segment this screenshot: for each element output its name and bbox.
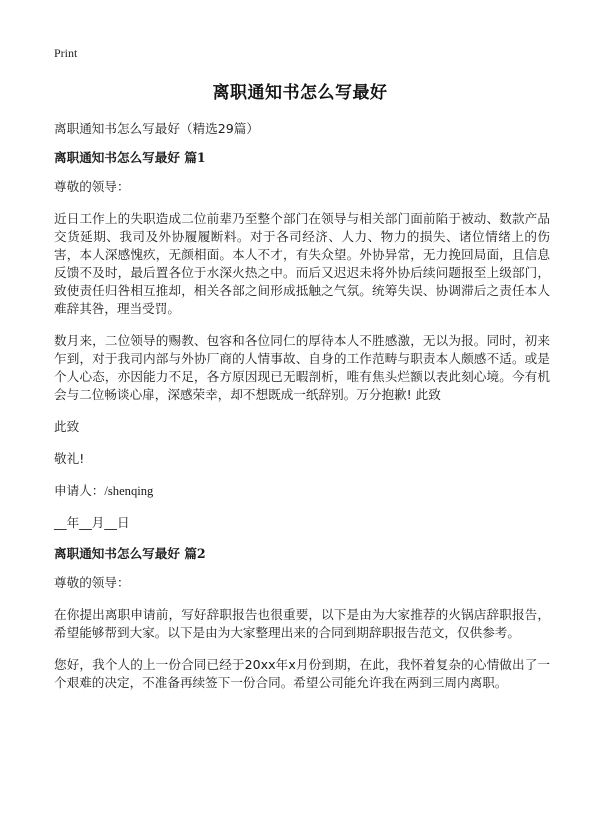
paragraph: 近日工作上的失职造成二位前辈乃至整个部门在领导与相关部门面前陷于被动、数款产品交货延期、我司及外协履履断料。对于各司经济、人力、物力的损失、诸位情绪上的伤害，本人深感愧疚，无颜相面。本人不才，有失众望。外协异常，无力挽回局面，且信息反馈不及时，最后置各位于水深火热之中。而后又迟迟未将外协后续问题报至上级部门，致使责任归咎相互推却，相关各部之间形成抵触之气氛。统筹失误、协调滞后之责任本人难辞其咎，理当受罚。 <box>54 211 550 316</box>
date-line: __年__月__日 <box>54 515 130 530</box>
paragraph: 您好，我个人的上一份合同已经于20xx年x月份到期，在此，我怀着复杂的心情做出了一个艰难的决定，不准备再续签下一份合同。希望公司能允许我在两到三周内离职。 <box>54 657 550 690</box>
closing-line: 敬礼! <box>54 451 85 466</box>
document-body <box>54 120 550 706</box>
applicant-label: 申请人： <box>54 483 105 498</box>
paragraph: 在你提出离职申请前，写好辞职报告也很重要，以下是由为大家推荐的火锅店辞职报告，希望能够帮到大家。以下是由为大家整理出来的合同到期辞职报告范文，仅供参考。 <box>54 607 550 640</box>
salutation: 尊敬的领导： <box>54 575 130 590</box>
closing-line: 此致 <box>54 419 80 434</box>
salutation: 尊敬的领导： <box>54 179 130 194</box>
page-title: 离职通知书怎么写最好 <box>212 83 388 103</box>
section-heading-2: 离职通知书怎么写最好 篇2 <box>54 546 206 561</box>
print-label[interactable]: Print <box>54 46 78 60</box>
document-subtitle: 离职通知书怎么写最好（精选29篇） <box>54 121 259 136</box>
applicant-value: /shenqing <box>104 484 154 498</box>
applicant-line <box>54 482 550 500</box>
paragraph: 数月来，二位领导的赐教、包容和各位同仁的厚待本人不胜感激，无以为报。同时，初来乍到，对于我司内部与外协厂商的人情事故、自身的工作范畴与职责本人颇感不适。或是个人心态，亦因能力不足，各方原因现已无暇剖析，唯有焦头烂额以表此刻心境。今有机会与二位畅谈心扉，深感荣幸，却不想既成一纸辞别。万分抱歉! 此致 <box>54 333 550 402</box>
section-heading-1: 离职通知书怎么写最好 篇1 <box>54 150 206 165</box>
